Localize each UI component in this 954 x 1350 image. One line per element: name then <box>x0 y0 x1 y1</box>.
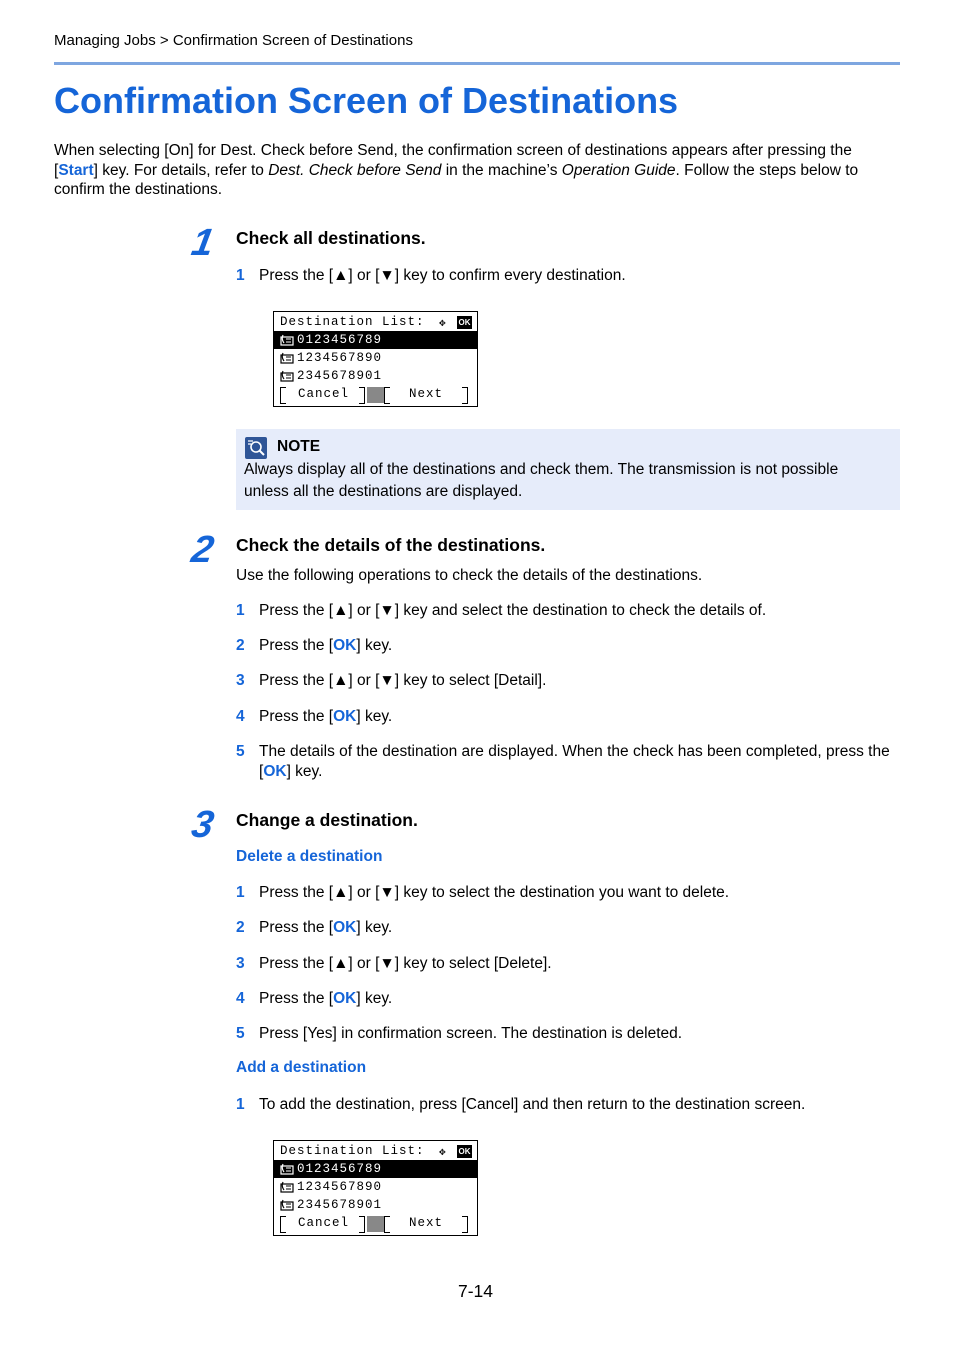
next-softkey: Next <box>409 1216 444 1230</box>
intro-text-2: ] key. For details, refer to <box>93 161 269 179</box>
add-destination-heading: Add a destination <box>236 1059 367 1076</box>
intro-paragraph <box>54 141 900 200</box>
ok-key: OK <box>263 762 287 780</box>
substep-text: Press the [▲] or [▼] key to select [Delete]. <box>259 955 552 972</box>
lcd-row-selected <box>274 1160 477 1178</box>
step-number: 3 <box>188 804 217 846</box>
substep-number: 1 <box>236 884 245 901</box>
intro-ref-2: Operation Guide <box>561 161 676 179</box>
lcd-row-text: 2345678901 <box>297 1198 383 1212</box>
step-heading: Check all destinations. <box>236 228 426 248</box>
fax-icon <box>280 1199 294 1211</box>
cancel-softkey: Cancel <box>298 387 350 401</box>
intro-ref-1: Dest. Check before Send <box>268 161 442 179</box>
substep-text: Press [Yes] in confirmation screen. The destination is deleted. <box>259 1025 683 1042</box>
lcd-row <box>274 1196 477 1214</box>
substep-number: 2 <box>236 919 245 936</box>
note-label: NOTE <box>277 438 321 455</box>
step-number: 2 <box>188 529 217 571</box>
intro-text-4: . Follow the steps below to confirm the destinations. <box>54 161 859 198</box>
lcd-row-text: 0123456789 <box>297 333 383 347</box>
lcd-row-text: 1234567890 <box>297 1180 383 1194</box>
ok-icon: OK <box>458 318 471 327</box>
page-number: 7-14 <box>458 1281 494 1301</box>
fax-icon <box>280 334 294 346</box>
ok-key: OK <box>333 919 357 936</box>
substep-number: 1 <box>236 267 245 284</box>
fax-icon <box>280 352 294 364</box>
lcd-softkeys <box>274 1214 477 1232</box>
next-softkey: Next <box>409 387 444 401</box>
lcd-screen <box>273 1140 478 1236</box>
note-text: Always display all of the destinations and check them. The transmission is not possible unless all the destinations are displayed. <box>244 461 839 500</box>
fax-icon <box>280 370 294 382</box>
substep-text: Press the [▲] or [▼] key and select the destination to check the details of. <box>259 602 767 619</box>
move-arrows-icon: ✥ <box>439 318 446 330</box>
lcd-row-selected <box>274 331 477 349</box>
start-key: Start <box>58 161 94 179</box>
page-title: Confirmation Screen of Destinations <box>54 80 679 121</box>
breadcrumb: Managing Jobs > Confirmation Screen of Destinations <box>54 32 413 49</box>
cancel-softkey: Cancel <box>298 1216 350 1230</box>
lcd-softkeys <box>274 385 477 403</box>
lcd-row-text: 0123456789 <box>297 1162 383 1176</box>
fax-icon <box>280 1163 294 1175</box>
ok-key: OK <box>333 990 357 1007</box>
substep-number: 4 <box>236 990 245 1007</box>
fax-icon <box>280 1181 294 1193</box>
substep-text: The details of the destination are displayed. When the check has been completed, press the [OK] key. <box>259 743 890 780</box>
substep-text: Press the [OK] key. <box>259 637 393 654</box>
step-number: 1 <box>188 222 217 264</box>
ok-icon: OK <box>458 1147 471 1156</box>
substep-text: Press the [▲] or [▼] key to select [Detail]. <box>259 672 547 689</box>
substep-text: To add the destination, press [Cancel] and then return to the destination screen. <box>259 1096 806 1113</box>
header-rule <box>54 62 900 65</box>
substep-text: Press the [OK] key. <box>259 708 393 725</box>
lcd-screen <box>273 311 478 407</box>
note-icon <box>245 437 267 459</box>
substep-number: 1 <box>236 1096 245 1113</box>
substep-number: 5 <box>236 743 245 760</box>
substep-number: 3 <box>236 955 245 972</box>
ok-key: OK <box>333 708 357 725</box>
substep-number: 2 <box>236 637 245 654</box>
substep-number: 3 <box>236 672 245 689</box>
substep-number: 5 <box>236 1025 245 1042</box>
lcd-header: Destination List: <box>280 315 425 329</box>
intro-text-1: When selecting [On] for Dest. Check before Send, the confirmation screen of destinations appears after pressing the [ <box>54 142 852 179</box>
substep-text: Press the [OK] key. <box>259 919 393 936</box>
intro-text-3: in the machine’s <box>441 161 562 179</box>
substep-number: 1 <box>236 602 245 619</box>
move-arrows-icon: ✥ <box>439 1147 446 1159</box>
lcd-header: Destination List: <box>280 1144 425 1158</box>
step-heading: Change a destination. <box>236 810 418 830</box>
lcd-row-text: 1234567890 <box>297 351 383 365</box>
lcd-row <box>274 367 477 385</box>
step-heading: Check the details of the destinations. <box>236 535 546 555</box>
delete-destination-heading: Delete a destination <box>236 848 383 865</box>
lcd-row <box>274 1178 477 1196</box>
substep-number: 4 <box>236 708 245 725</box>
ok-key: OK <box>333 637 357 654</box>
note-box <box>236 429 900 510</box>
substep-text: Press the [▲] or [▼] key to select the destination you want to delete. <box>259 884 730 901</box>
lcd-row-text: 2345678901 <box>297 369 383 383</box>
substep-text: Press the [OK] key. <box>259 990 393 1007</box>
step-description: Use the following operations to check the details of the destinations. <box>236 567 703 584</box>
lcd-row <box>274 349 477 367</box>
substep-text: Press the [▲] or [▼] key to confirm every destination. <box>259 267 626 284</box>
